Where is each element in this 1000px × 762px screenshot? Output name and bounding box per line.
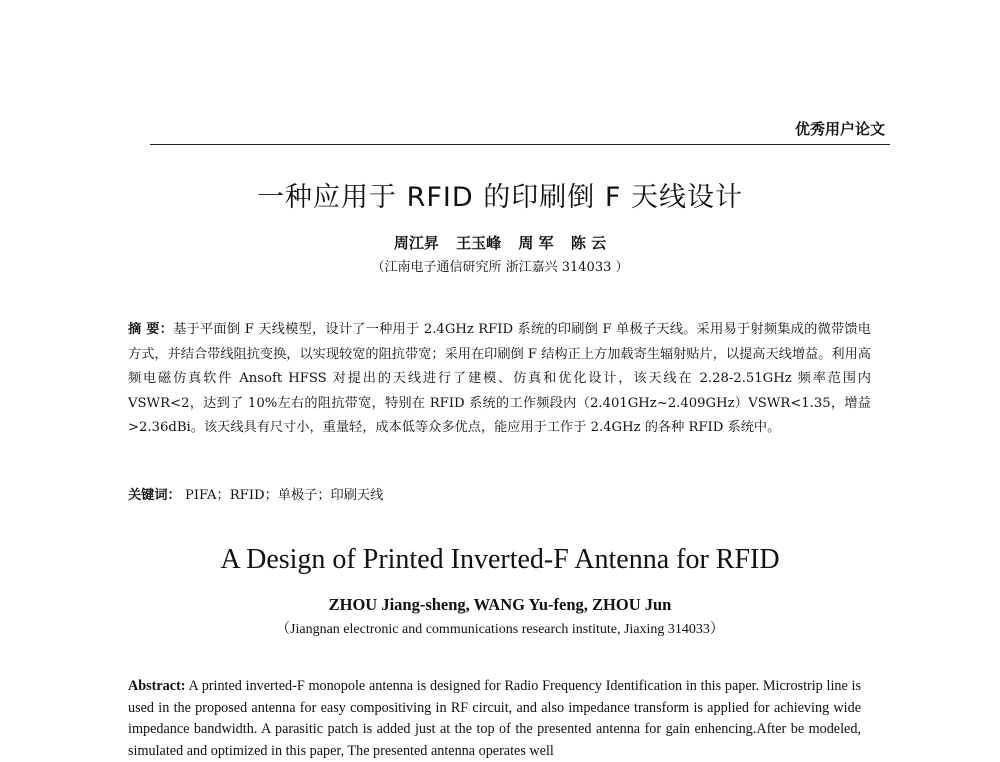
keywords-text: PIFA；RFID；单极子；印刷天线: [184, 488, 384, 503]
english-affiliation: （Jiangnan electronic and communications research institute, Jiaxing 314033）: [276, 622, 724, 637]
keywords-label: 关键词：: [128, 488, 181, 503]
author-name: 陈 云: [570, 234, 607, 252]
abstract-text-en: A printed inverted-F monopole antenna is designed for Radio Frequency Identification in this paper. Microstrip line is used in the proposed antenna for easy compositiving in RF circuit, and also impedance transform is applied for achieving wide impedance bandwidth. A parasitic patch is added just at the top of the presented antenna for gain enhencing.After be modeled, simulated and optimized in this paper, The presented antenna operates well: [128, 678, 861, 759]
chinese-authors: [0, 232, 1000, 253]
abstract-label-en: Abstract:: [128, 678, 186, 694]
author-name: 周江昇: [393, 234, 439, 252]
chinese-abstract: [128, 318, 871, 441]
header-rule: [150, 144, 890, 145]
chinese-affiliation: （江南电子通信研究所 浙江嘉兴 314033 ）: [371, 260, 629, 275]
english-title: A Design of Printed Inverted-F Antenna for RFID: [220, 544, 780, 575]
chinese-title: 一种应用于 RFID 的印刷倒 F 天线设计: [257, 182, 743, 213]
author-name: 周 军: [518, 234, 554, 252]
abstract-label: 摘 要：: [128, 322, 174, 337]
abstract-text: 基于平面倒 F 天线模型，设计了一种用于 2.4GHz RFID 系统的印刷倒 F 单极子天线。采用易于射频集成的微带馈电方式，并结合带线阻抗变换，以实现较宽的阻抗带宽；采用在印刷倒 F 结构正上方加载寄生辐射贴片，以提高天线增益。利用高频电磁仿真软件 Ansoft HFSS 对提出的天线进行了建模、仿真和优化设计，该天线在 2.28-2.51GHz 频率范围内 VSWR<2，达到了 10%左右的阻抗带宽，特别在 RFID 系统的工作频段内（2.401GHz~2.409GHz）VSWR<1.35，增益>2.36dBi。该天线具有尺寸小，重量轻，成本低等众多优点，能应用于工作于 2.4GHz 的各种 RFID 系统中。: [128, 322, 871, 435]
author-name: 王玉峰: [456, 234, 502, 252]
section-header-label: 优秀用户论文: [794, 120, 885, 138]
english-authors: ZHOU Jiang-sheng, WANG Yu-feng, ZHOU Jun: [328, 595, 672, 614]
chinese-keywords: [128, 484, 383, 503]
english-abstract: [128, 676, 861, 762]
